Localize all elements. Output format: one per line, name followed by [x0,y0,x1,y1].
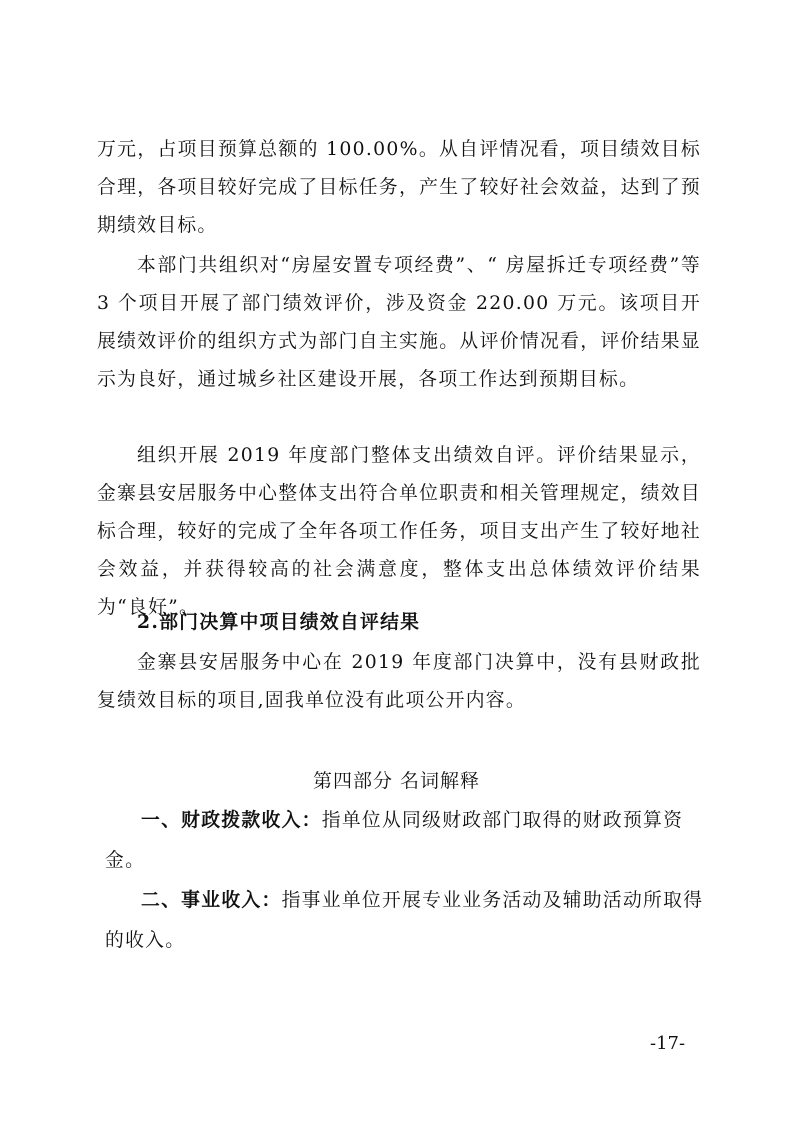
term-definition: 指单位从同级财政部门取得的财政预算资金。 [105,810,684,871]
term-label: 二、事业收入： [141,889,282,911]
paragraph-project-evaluation: 本部门共组织对“房屋安置专项经费”、“ 房屋拆迁专项经费”等 3 个项目开展了部门绩效评价，涉及资金 220.00 万元。该项目开展绩效评价的组织方式为部门自主实施。从评价情况看，评价结果显示为良好，通过城乡社区建设开展，各项工作达到预期目标。 [97,255,701,390]
term-definition: 指事业单位开展专业业务活动及辅助活动所取得的收入。 [105,890,704,951]
term-definition-business-income [105,880,705,961]
page-number: -17- [650,1033,686,1054]
section-title: 第四部分 名词解释 [312,770,481,792]
term-definition-fiscal-appropriation [105,800,705,881]
sub-heading-project-self-evaluation: 2.部门决算中项目绩效自评结果 [137,611,421,633]
paragraph-no-project-disclosure: 金寨县安居服务中心在 2019 年度部门决算中，没有县财政批复绩效目标的项目,固我单位没有此项公开内容。 [97,652,701,711]
term-label: 一、财政拨款收入： [141,809,322,831]
paragraph-overall-evaluation: 组织开展 2019 年度部门整体支出绩效自评。评价结果显示，金寨县安居服务中心整体支出符合单位职责和相关管理规定，绩效目标合理，较好的完成了全年各项工作任务，项目支出产生了较好地社会效益，并获得较高的社会满意度，整体支出总体绩效评价结果为“良好”。 [97,445,701,618]
paragraph-performance-summary: 万元，占项目预算总额的 100.00%。从自评情况看，项目绩效目标合理，各项目较好完成了目标任务，产生了较好社会效益，达到了预期绩效目标。 [97,139,701,236]
